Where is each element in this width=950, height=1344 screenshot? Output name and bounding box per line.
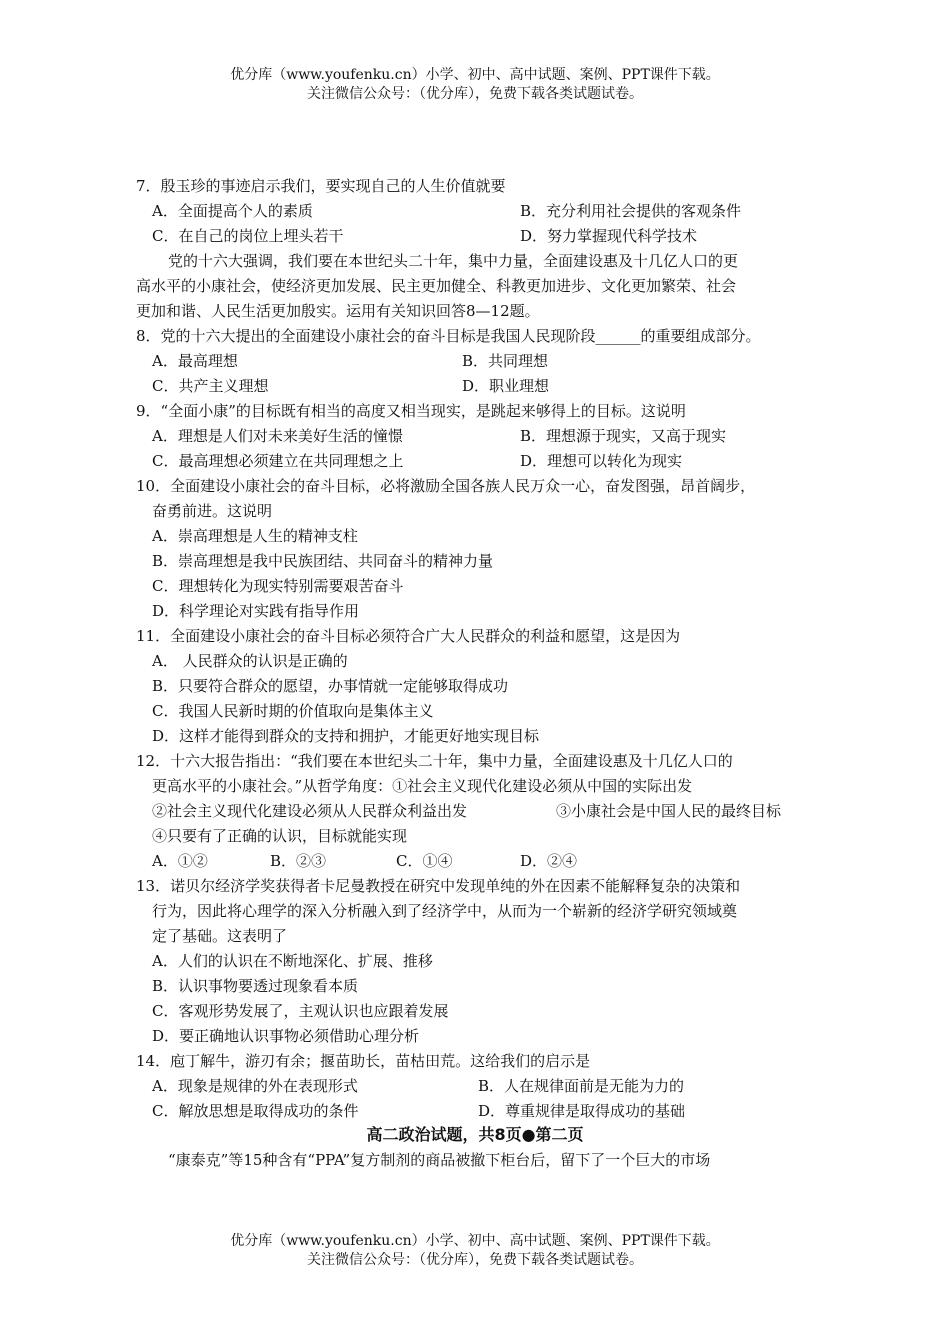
question-12-stem-line-1: 12．十六大报告指出：“我们要在本世纪头二十年，集中力量，全面建设惠及十几亿人口的	[136, 752, 733, 770]
question-12-option-d: D．②④	[520, 852, 578, 870]
question-12-statement-4: ④只要有了正确的认识，目标就能实现	[152, 827, 408, 845]
material-line-1: 党的十六大强调，我们要在本世纪头二十年，集中力量，全面建设惠及十几亿人口的更	[168, 252, 739, 270]
question-10-option-a: A．崇高理想是人生的精神支柱	[152, 527, 358, 545]
question-11-option-c: C．我国人民新时期的价值取向是集体主义	[152, 702, 434, 720]
question-13-option-c: C．客观形势发展了，主观认识也应跟着发展	[152, 1002, 449, 1020]
question-7-option-c: C．在自己的岗位上埋头若干	[152, 227, 344, 245]
question-10-option-b: B．崇高理想是我中民族团结、共同奋斗的精神力量	[152, 552, 494, 570]
question-12-option-c: C．①④	[396, 852, 453, 870]
question-13-option-a: A．人们的认识在不断地深化、扩展、推移	[152, 952, 433, 970]
question-11-stem: 11．全面建设小康社会的奋斗目标必须符合广大人民群众的利益和愿望，这是因为	[136, 627, 681, 645]
question-9-stem: 9．“全面小康”的目标既有相当的高度又相当现实，是跳起来够得上的目标。这说明	[136, 402, 686, 420]
question-14-option-c: C．解放思想是取得成功的条件	[152, 1102, 359, 1120]
question-12-statement-3: ③小康社会是中国人民的最终目标	[556, 802, 782, 820]
question-14-option-b: B．人在规律面前是无能为力的	[478, 1077, 685, 1095]
material-line-2: 高水平的小康社会，使经济更加发展、民主更加健全、科教更加进步、文化更加繁荣、社会	[136, 277, 737, 295]
page-number-footer: 高二政治试题，共8页●第二页	[366, 1125, 584, 1144]
question-11-option-a: A． 人民群众的认识是正确的	[152, 652, 348, 670]
question-11-option-b: B．只要符合群众的愿望，办事情就一定能够取得成功	[152, 677, 509, 695]
material-line-3: 更加和谐、人民生活更加殷实。运用有关知识回答8—12题。	[136, 302, 540, 320]
question-13-stem-line-1: 13．诺贝尔经济学奖获得者卡尼曼教授在研究中发现单纯的外在因素不能解释复杂的决策和	[136, 877, 741, 895]
question-14-stem: 14．庖丁解牛，游刃有余；揠苗助长，苗枯田荒。这给我们的启示是	[136, 1052, 591, 1070]
question-12-option-b: B．②③	[270, 852, 327, 870]
question-14-option-d: D．尊重规律是取得成功的基础	[478, 1102, 686, 1120]
question-8-stem: 8．党的十六大提出的全面建设小康社会的奋斗目标是我国人民现阶段______的重要组成部分。	[136, 327, 761, 345]
question-8-option-c: C．共产主义理想	[152, 377, 269, 395]
page-footer	[0, 1232, 950, 1270]
question-7-option-b: B．充分利用社会提供的客观条件	[520, 202, 742, 220]
question-7-option-a: A．全面提高个人的素质	[152, 202, 313, 220]
question-14-option-a: A．现象是规律的外在表现形式	[152, 1077, 358, 1095]
question-8-option-a: A．最高理想	[152, 352, 238, 370]
question-8-option-b: B．共同理想	[462, 352, 549, 370]
question-7-stem: 7．殷玉珍的事迹启示我们，要实现自己的人生价值就要	[136, 177, 506, 195]
question-13-stem-line-2: 行为，因此将心理学的深入分析融入到了经济学中，从而为一个崭新的经济学研究领域奠	[152, 902, 738, 920]
question-10-stem-line-2: 奋勇前进。这说明	[152, 502, 273, 520]
footer-line-1: 优分库（www.youfenku.cn）小学、初中、高中试题、案例、PPT课件下载。	[230, 1233, 720, 1249]
question-9-option-b: B．理想源于现实，又高于现实	[520, 427, 727, 445]
question-8-option-d: D．职业理想	[462, 377, 550, 395]
question-9-option-c: C．最高理想必须建立在共同理想之上	[152, 452, 404, 470]
header-line-2: 关注微信公众号：（优分库），免费下载各类试题试卷。	[307, 86, 643, 102]
question-13-stem-line-3: 定了基础。这表明了	[152, 927, 288, 945]
question-9-option-a: A．理想是人们对未来美好生活的憧憬	[152, 427, 403, 445]
question-13-option-b: B．认识事物要透过现象看本质	[152, 977, 359, 995]
page-header	[0, 66, 950, 104]
next-material-line: “康泰克”等15种含有“PPA”复方制剂的商品被撤下柜台后，留下了一个巨大的市场	[168, 1151, 711, 1169]
question-12-stem-line-2: 更高水平的小康社会。”从哲学角度：①社会主义现代化建设必须从中国的实际出发	[152, 777, 693, 795]
question-13-option-d: D．要正确地认识事物必须借助心理分析	[152, 1027, 420, 1045]
question-10-stem-line-1: 10．全面建设小康社会的奋斗目标，必将激励全国各族人民万众一心，奋发图强，昂首阔步，	[136, 477, 756, 495]
header-line-1: 优分库（www.youfenku.cn）小学、初中、高中试题、案例、PPT课件下载。	[230, 67, 720, 83]
question-10-option-d: D．科学理论对实践有指导作用	[152, 602, 360, 620]
question-10-option-c: C．理想转化为现实特别需要艰苦奋斗	[152, 577, 404, 595]
footer-line-2: 关注微信公众号：（优分库），免费下载各类试题试卷。	[307, 1252, 643, 1268]
question-12-statement-2: ②社会主义现代化建设必须从人民群众利益出发	[152, 802, 468, 820]
question-9-option-d: D．理想可以转化为现实	[520, 452, 683, 470]
question-12-option-a: A．①②	[152, 852, 208, 870]
question-11-option-d: D．这样才能得到群众的支持和拥护，才能更好地实现目标	[152, 727, 540, 745]
question-7-option-d: D．努力掌握现代科学技术	[520, 227, 698, 245]
